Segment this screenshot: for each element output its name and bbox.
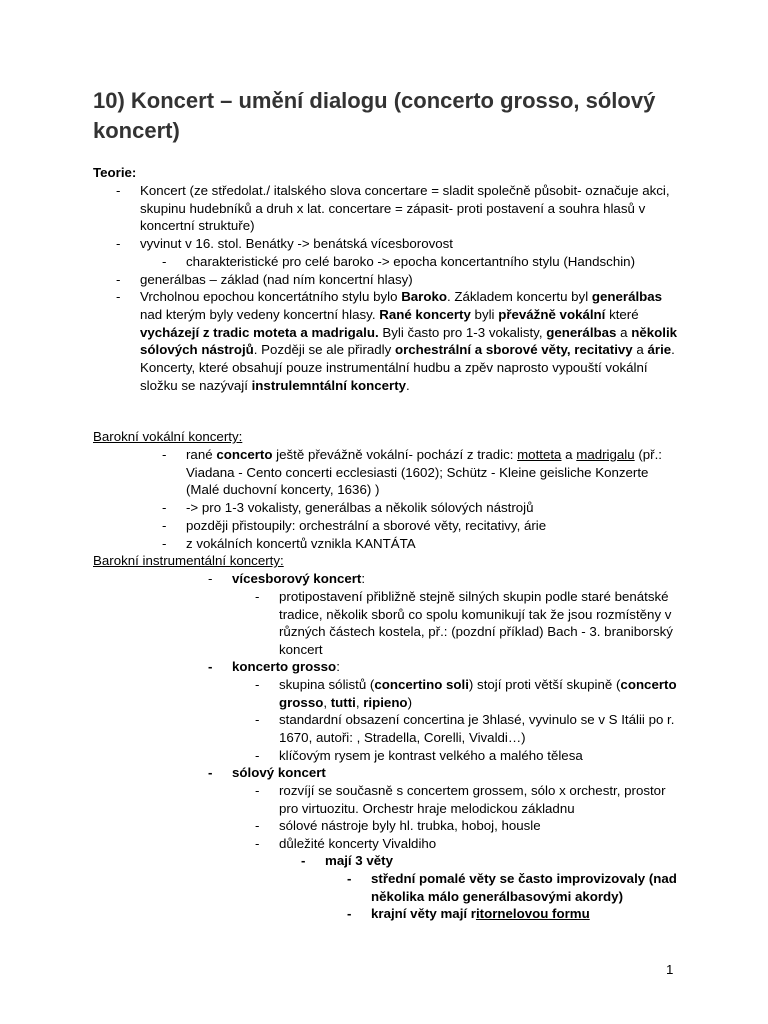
text-run: koncerto grosso: [232, 659, 337, 674]
theory-list: [116, 182, 680, 394]
bullet-dash: -: [255, 712, 260, 728]
page-title: 10) Koncert – umění dialogu (concerto grosso, sólový koncert): [93, 88, 656, 143]
text-run: generálbas: [591, 289, 663, 305]
list-item: [347, 870, 682, 905]
text-run: které: [605, 306, 639, 322]
bullet-dash: -: [255, 783, 260, 798]
text-run: Rané koncerty: [379, 306, 471, 322]
list-item: [162, 535, 680, 553]
text-run: několik sólových nástrojů: [140, 324, 678, 358]
text-run: -> pro 1-3 vokalisty, generálbas a několik sólových nástrojů: [186, 500, 534, 516]
list-item: [255, 835, 682, 853]
text-run: klíčovým rysem je kontrast velkého a malého tělesa: [279, 747, 583, 763]
text-run: a: [561, 447, 577, 462]
list-item: [301, 852, 682, 870]
text-run: ještě převážně vokální- pochází z tradic:: [272, 447, 518, 462]
text-run: ,: [323, 694, 331, 710]
text-run: generálbas: [546, 324, 617, 340]
text-run: ): [407, 694, 412, 710]
list-item: [162, 253, 680, 271]
bullet-dash: -: [162, 517, 167, 533]
text-run: orchestrální a sborové věty, recitativy: [394, 342, 633, 358]
instr-solo-vety: [301, 852, 682, 870]
text-run: vycházejí z tradic moteta a madrigalu.: [140, 324, 379, 340]
bullet-dash: -: [208, 765, 213, 780]
text-run: důležité koncerty Vivaldiho: [279, 836, 437, 852]
bullet-dash: -: [116, 236, 121, 252]
text-run: převážně vokální: [498, 306, 606, 322]
text-run: ripieno: [363, 694, 408, 710]
text-run: Byli často pro 1-3 vokalisty,: [378, 324, 547, 340]
bullet-dash: -: [116, 271, 121, 287]
list-item: [116, 182, 680, 235]
text-run: protipostavení přibližně stejně silných skupin podle staré benátské tradice, několik sborů co spolu komunikují tak že jsou rozmístěny v různých částech kostela, př.: (pozdní příklad) Bach - 3. braniborský koncert: [279, 589, 673, 658]
bullet-dash: -: [162, 253, 167, 269]
list-item: [208, 658, 682, 676]
text-run: a: [632, 342, 648, 358]
bullet-dash: -: [347, 871, 352, 886]
text-run: ,: [355, 694, 364, 710]
instr-grosso-list: [255, 676, 682, 765]
bullet-dash: -: [255, 589, 260, 604]
bullet-dash: -: [208, 571, 213, 586]
list-item: [347, 905, 682, 923]
vocal-heading: Barokní vokální koncerty:: [93, 429, 243, 444]
instr-solo-list: [255, 782, 682, 853]
text-run: standardní obsazení concertina je 3hlasé, vyvinulo se v S Itálii po r. 1670, autoři: , Stradella, Corelli, Vivaldi…): [279, 712, 675, 746]
text-run: Koncert (ze středolat./ italského slova concertare = sladit společně působit- označuje akci, skupinu hudebníků a druh x lat. concertare = zápasit- proti postavení a souhra hlasů v koncertní struktuře): [140, 183, 670, 234]
bullet-dash: -: [162, 500, 167, 516]
list-item: [255, 676, 682, 711]
text-run: rané: [186, 447, 217, 462]
text-run: vícesborový koncert: [232, 571, 362, 586]
bullet-dash: -: [208, 659, 213, 674]
text-run: byli: [470, 306, 499, 322]
text-run: vyvinut v 16. stol. Benátky -> benátská vícesborovost: [140, 236, 454, 252]
text-run: :: [336, 659, 340, 674]
text-run: concerto: [216, 447, 273, 462]
text-run: a: [616, 324, 632, 340]
text-run: r: [470, 906, 476, 922]
text-run: concertino soli: [374, 677, 469, 692]
list-item: [116, 235, 680, 253]
text-run: generálbas – základ (nad ním koncertní hlasy): [140, 271, 413, 287]
list-item: [255, 588, 682, 659]
list-item: [208, 570, 682, 588]
bullet-dash: -: [255, 747, 260, 763]
text-run: itornelovou formu: [475, 906, 590, 922]
text-run: charakteristické pro celé baroko -> epocha koncertantního stylu (Handschin): [186, 253, 636, 269]
list-item: [116, 271, 680, 289]
text-run: concerto grosso: [279, 677, 677, 710]
bullet-dash: -: [116, 183, 121, 198]
page-number: 1: [666, 962, 674, 977]
text-run: z vokálních koncertů vznikla KANTÁTA: [186, 535, 416, 551]
instr-solo: [208, 764, 682, 782]
text-run: instrulemntální koncerty: [251, 377, 407, 393]
instr-grosso: [208, 658, 682, 676]
text-run: . Základem koncertu byl: [447, 289, 592, 305]
text-run: (př.: Viadana - Cento concerti ecclesiasti (1602); Schütz - Kleine geisliche Konzerte (Malé duchovní koncerty, 1636) ): [186, 447, 662, 498]
instr-vicesbor-list: [255, 588, 682, 659]
text-run: Vrcholnou epochou koncertátního stylu bylo: [140, 289, 402, 305]
text-run: tutti: [330, 694, 356, 710]
list-item: [162, 446, 680, 499]
instr-heading: Barokní instrumentální koncerty:: [93, 553, 284, 568]
bullet-dash: -: [347, 906, 352, 922]
list-item: [116, 288, 680, 394]
list-item: [255, 747, 682, 765]
instr-solo-vety-list: [347, 870, 682, 923]
list-item: [255, 817, 682, 835]
bullet-dash: -: [116, 289, 121, 305]
text-run: střední pomalé věty se často improvizovaly (nad několika málo generálbasovými akordy): [371, 871, 677, 904]
list-item: [162, 499, 680, 517]
text-run: :: [361, 571, 366, 586]
text-run: . Později se ale přiradly: [253, 342, 395, 358]
text-run: madrigalu: [576, 447, 635, 462]
text-run: krajní věty mají: [371, 906, 471, 922]
text-run: sólový koncert: [232, 765, 326, 780]
text-run: později přistoupily: orchestrální a sborové věty, recitativy, árie: [186, 517, 547, 533]
bullet-dash: -: [255, 818, 260, 834]
text-run: . Koncerty, které obsahují pouze instrumentální hudbu a zpěv naprosto vypouští vokální složku se nazývají: [140, 342, 675, 393]
text-run: ) stojí proti větší skupině (: [468, 677, 621, 692]
list-item: [208, 764, 682, 782]
bullet-dash: -: [162, 535, 167, 551]
bullet-dash: -: [255, 677, 260, 692]
text-run: mají 3 věty: [325, 853, 394, 868]
bullet-dash: -: [162, 447, 167, 462]
list-item: [255, 711, 682, 746]
vocal-list: [162, 446, 680, 552]
text-run: .: [406, 377, 410, 393]
bullet-dash: -: [255, 836, 260, 852]
text-run: árie: [647, 342, 672, 358]
text-run: nad kterým byly vedeny koncertní hlasy.: [140, 306, 380, 322]
instr-vicesbor: [208, 570, 682, 588]
text-run: motteta: [517, 447, 562, 462]
text-run: Baroko: [401, 289, 447, 305]
text-run: sólové nástroje byly hl. trubka, hoboj, housle: [279, 818, 541, 834]
theory-heading: Teorie:: [93, 165, 137, 180]
list-item: [162, 517, 680, 535]
text-run: rozvíjí se současně s concertem grossem, sólo x orchestr, prostor pro virtuozitu. Orchestr hraje melodickou základnu: [279, 783, 666, 816]
bullet-dash: -: [301, 853, 306, 868]
list-item: [255, 782, 682, 817]
text-run: skupina sólistů (: [279, 677, 375, 692]
